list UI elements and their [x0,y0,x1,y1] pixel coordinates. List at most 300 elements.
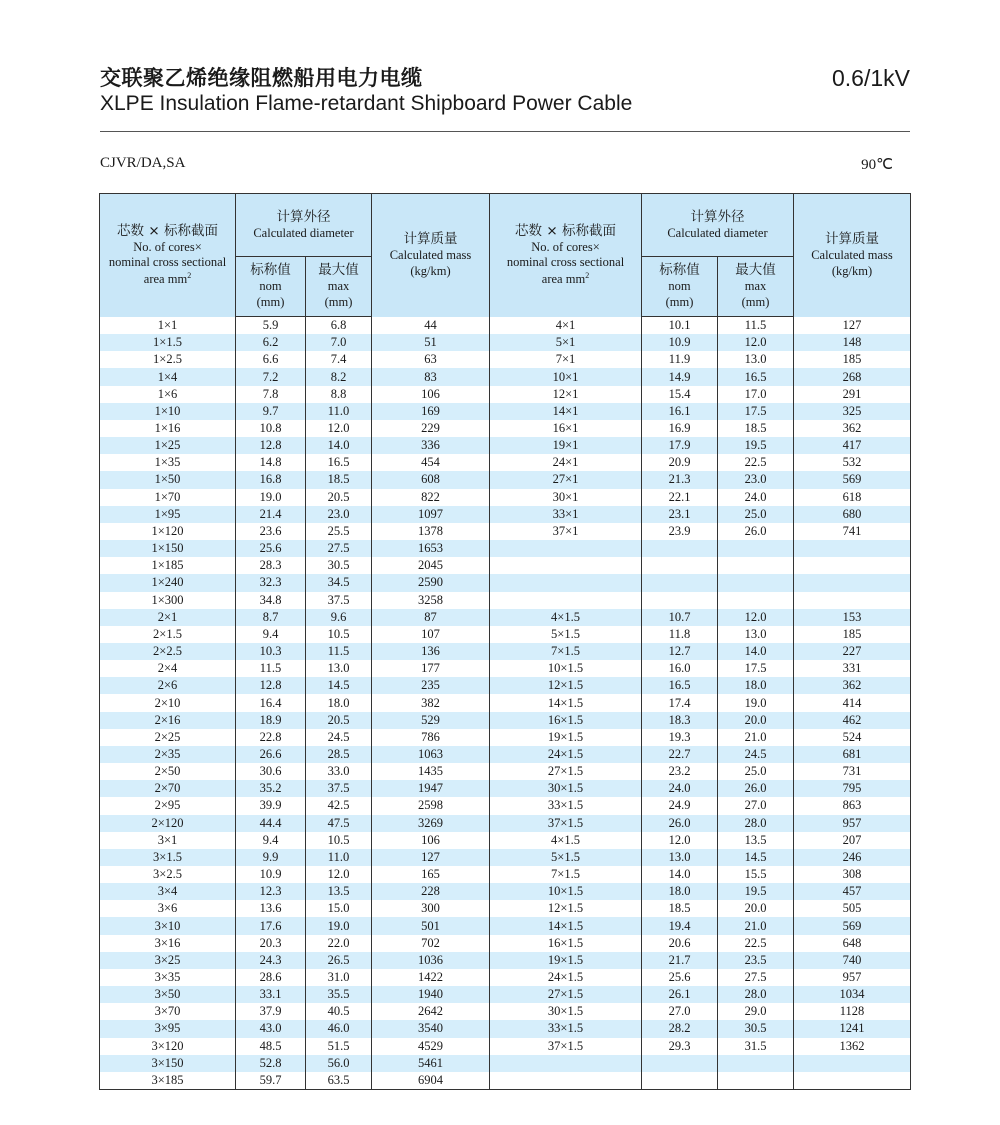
cell-mass-right: 680 [794,506,911,523]
cell-nom-right: 16.0 [642,660,718,677]
cell-cores-right: 4×1.5 [490,832,642,849]
cell-cores-right: 16×1.5 [490,935,642,952]
cell-max-left: 8.2 [306,368,372,385]
cell-mass-right: 457 [794,883,911,900]
cell-cores-right: 24×1 [490,454,642,471]
cell-nom-right: 14.9 [642,368,718,385]
cell-nom-right: 25.6 [642,969,718,986]
cell-mass-right: 185 [794,626,911,643]
cell-cores-right: 7×1.5 [490,866,642,883]
cell-nom-right: 18.3 [642,712,718,729]
cell-nom-right: 21.7 [642,952,718,969]
table-row [100,969,911,986]
cell-nom-left: 16.4 [236,694,306,711]
cell-cores-right [490,540,642,557]
table-row [100,609,911,626]
cell-nom-left: 11.5 [236,660,306,677]
cell-mass-left: 165 [372,866,490,883]
cell-max-right: 25.0 [718,506,794,523]
cell-nom-right: 10.9 [642,334,718,351]
cell-nom-right [642,1055,718,1072]
cell-cores-right: 5×1.5 [490,626,642,643]
cell-nom-left: 25.6 [236,540,306,557]
cell-nom-left: 9.4 [236,832,306,849]
table-row [100,866,911,883]
cell-nom-left: 43.0 [236,1020,306,1037]
cell-nom-right: 19.4 [642,917,718,934]
cell-max-right: 20.0 [718,900,794,917]
cell-mass-right: 414 [794,694,911,711]
cell-cores-left: 1×120 [100,523,236,540]
header-max-cn: 最大值 [735,262,776,279]
cell-mass-right: 648 [794,935,911,952]
header-nom-cn: 标称值 [250,262,291,279]
cell-cores-right [490,592,642,609]
cell-mass-right: 740 [794,952,911,969]
cell-mass-left: 822 [372,489,490,506]
cell-mass-right: 148 [794,334,911,351]
header-nom-left [236,257,306,317]
header-nom-unit: (mm) [665,294,694,309]
cell-mass-left: 229 [372,420,490,437]
cell-nom-left: 8.7 [236,609,306,626]
cell-max-right: 11.5 [718,317,794,335]
table-row [100,403,911,420]
cell-mass-left: 2598 [372,797,490,814]
cell-max-right: 26.0 [718,780,794,797]
cell-nom-left: 10.8 [236,420,306,437]
cell-max-left: 9.6 [306,609,372,626]
header-max-unit: (mm) [324,294,353,309]
cell-cores-left: 3×10 [100,917,236,934]
cell-cores-left: 3×16 [100,935,236,952]
header-mass-unit: (kg/km) [831,263,873,278]
cell-cores-right: 4×1 [490,317,642,335]
cell-mass-right: 462 [794,712,911,729]
cell-nom-left: 30.6 [236,763,306,780]
cell-mass-left: 1435 [372,763,490,780]
table-row [100,986,911,1003]
cell-nom-left: 33.1 [236,986,306,1003]
cell-cores-left: 3×25 [100,952,236,969]
header-diameter-left [236,194,372,257]
cell-mass-right: 207 [794,832,911,849]
header-cores-left [100,194,236,317]
header-cores-en3: area $mm^2$ [541,270,590,287]
cell-cores-left: 2×10 [100,694,236,711]
cell-max-left: 25.5 [306,523,372,540]
table-row [100,797,911,814]
table-row [100,1003,911,1020]
cell-cores-left: 1×1 [100,317,236,335]
header-divider [100,131,910,132]
cell-max-left: 11.0 [306,849,372,866]
cell-max-left: 40.5 [306,1003,372,1020]
cell-cores-left: 1×300 [100,592,236,609]
cell-mass-left: 83 [372,368,490,385]
cell-mass-right: 417 [794,437,911,454]
cell-cores-right: 16×1.5 [490,712,642,729]
cable-model: CJVR/DA,SA [100,155,186,171]
cell-nom-right [642,1072,718,1090]
cell-cores-right: 7×1 [490,351,642,368]
cell-cores-left: 3×6 [100,900,236,917]
cell-max-left: 30.5 [306,557,372,574]
cell-cores-right: 4×1.5 [490,609,642,626]
cell-nom-left: 52.8 [236,1055,306,1072]
cell-cores-right: 24×1.5 [490,746,642,763]
cell-cores-right: 5×1 [490,334,642,351]
cell-max-right: 26.0 [718,523,794,540]
cell-max-left: 7.4 [306,351,372,368]
cell-max-left: 24.5 [306,729,372,746]
cell-cores-right [490,1055,642,1072]
cell-cores-right: 10×1.5 [490,883,642,900]
table-row [100,420,911,437]
header-cores-cn: 芯数 × 标称截面 [117,222,218,239]
cell-nom-right: 16.5 [642,677,718,694]
header-cores-en1: No. of cores× [531,239,600,254]
cell-max-right: 17.5 [718,403,794,420]
cell-nom-right: 24.9 [642,797,718,814]
cell-nom-left: 6.2 [236,334,306,351]
temperature-rating: 90℃ [861,157,893,173]
cell-mass-right: 362 [794,677,911,694]
cell-mass-left: 127 [372,849,490,866]
cell-mass-left: 1063 [372,746,490,763]
cell-max-right: 27.0 [718,797,794,814]
cell-nom-left: 35.2 [236,780,306,797]
cell-max-right: 22.5 [718,454,794,471]
cell-max-right: 25.0 [718,763,794,780]
cell-mass-left: 454 [372,454,490,471]
header-max-cn: 最大值 [318,262,359,279]
cell-mass-right [794,540,911,557]
cell-nom-right: 11.9 [642,351,718,368]
cell-cores-right: 33×1.5 [490,1020,642,1037]
table-row [100,763,911,780]
cell-mass-right: 1241 [794,1020,911,1037]
table-row [100,952,911,969]
cell-cores-right: 5×1.5 [490,849,642,866]
cell-max-right: 23.5 [718,952,794,969]
header-max-en: max [744,279,767,294]
cell-max-right: 23.0 [718,471,794,488]
cell-cores-right [490,1072,642,1090]
table-row [100,592,911,609]
cell-mass-right: 524 [794,729,911,746]
cell-cores-left: 1×70 [100,489,236,506]
cell-mass-left: 107 [372,626,490,643]
cell-max-left: 35.5 [306,986,372,1003]
cell-nom-right: 29.3 [642,1038,718,1055]
cell-cores-left: 1×6 [100,386,236,403]
cell-max-left: 12.0 [306,420,372,437]
header-diameter-cn: 计算外径 [690,208,745,225]
cell-max-right: 29.0 [718,1003,794,1020]
cell-nom-left: 20.3 [236,935,306,952]
cell-cores-left: 1×2.5 [100,351,236,368]
cell-max-right [718,540,794,557]
cell-cores-right: 33×1.5 [490,797,642,814]
cell-max-right: 28.0 [718,986,794,1003]
header-max-right [718,257,794,317]
cell-mass-left: 529 [372,712,490,729]
cell-nom-right: 11.8 [642,626,718,643]
table-row [100,900,911,917]
cell-nom-left: 12.8 [236,437,306,454]
cell-cores-left: 2×4 [100,660,236,677]
table-row [100,1072,911,1090]
cell-cores-left: 2×70 [100,780,236,797]
cell-max-left: 7.0 [306,334,372,351]
cell-cores-right: 24×1.5 [490,969,642,986]
cell-mass-left: 106 [372,386,490,403]
table-row [100,1055,911,1072]
cell-mass-right: 268 [794,368,911,385]
cell-mass-left: 2045 [372,557,490,574]
cell-cores-right: 37×1.5 [490,1038,642,1055]
table-row [100,1038,911,1055]
cell-mass-right [794,574,911,591]
cell-max-left: 15.0 [306,900,372,917]
cell-max-left: 26.5 [306,952,372,969]
cell-cores-right: 14×1 [490,403,642,420]
spec-table [99,193,911,1090]
cell-mass-left: 63 [372,351,490,368]
cell-nom-right: 16.1 [642,403,718,420]
header-cores-cn: 芯数 × 标称截面 [515,222,616,239]
cell-max-left: 27.5 [306,540,372,557]
cell-nom-right: 17.4 [642,694,718,711]
cell-cores-left: 3×50 [100,986,236,1003]
cell-mass-left: 1940 [372,986,490,1003]
cell-mass-left: 87 [372,609,490,626]
page-title-cn: 交联聚乙烯绝缘阻燃船用电力电缆 [100,66,423,90]
cell-nom-right: 10.1 [642,317,718,335]
cell-max-right: 13.5 [718,832,794,849]
cell-mass-left: 300 [372,900,490,917]
cell-max-right: 19.5 [718,883,794,900]
cell-nom-right: 18.5 [642,900,718,917]
cell-cores-right [490,574,642,591]
cell-cores-left: 3×2.5 [100,866,236,883]
cell-mass-right: 569 [794,917,911,934]
cell-nom-left: 5.9 [236,317,306,335]
header-mass-en: Calculated mass [389,248,472,263]
cell-nom-right: 26.0 [642,815,718,832]
table-header [100,194,911,317]
cell-nom-right: 21.3 [642,471,718,488]
cell-cores-right: 30×1.5 [490,1003,642,1020]
table-row [100,832,911,849]
cell-max-left: 51.5 [306,1038,372,1055]
cell-mass-right: 795 [794,780,911,797]
cell-max-left: 20.5 [306,489,372,506]
table-row [100,437,911,454]
cell-cores-right: 19×1.5 [490,952,642,969]
cell-nom-right: 10.7 [642,609,718,626]
cell-cores-left: 3×120 [100,1038,236,1055]
cell-cores-right: 27×1 [490,471,642,488]
header-diameter-right [642,194,794,257]
header-cores-right [490,194,642,317]
cell-cores-left: 1×185 [100,557,236,574]
cell-nom-left: 19.0 [236,489,306,506]
cell-mass-left: 336 [372,437,490,454]
cell-cores-left: 2×35 [100,746,236,763]
cell-nom-right: 16.9 [642,420,718,437]
cell-cores-left: 1×25 [100,437,236,454]
cell-max-right [718,574,794,591]
cell-nom-right: 14.0 [642,866,718,883]
cell-nom-right [642,592,718,609]
cell-max-left: 56.0 [306,1055,372,1072]
cell-mass-left: 44 [372,317,490,335]
header-nom-en: nom [668,279,691,294]
cell-mass-right: 957 [794,969,911,986]
header-nom-unit: (mm) [256,294,285,309]
cell-max-left: 23.0 [306,506,372,523]
header-mass-cn: 计算质量 [825,231,879,248]
cell-mass-right: 618 [794,489,911,506]
cell-nom-right: 20.9 [642,454,718,471]
cell-nom-left: 48.5 [236,1038,306,1055]
cell-max-right: 17.5 [718,660,794,677]
cell-cores-left: 2×2.5 [100,643,236,660]
page-title-en: XLPE Insulation Flame-retardant Shipboard Power Cable [100,92,633,115]
cell-mass-right: 1128 [794,1003,911,1020]
header-cores-en3: area $mm^2$ [143,270,192,287]
table-row [100,626,911,643]
header-mass-unit: (kg/km) [410,263,451,278]
table-row [100,368,911,385]
cell-cores-left: 2×16 [100,712,236,729]
cell-cores-right: 30×1.5 [490,780,642,797]
table-row [100,849,911,866]
cell-cores-right: 30×1 [490,489,642,506]
table-row [100,454,911,471]
cell-mass-right: 246 [794,849,911,866]
table-row [100,506,911,523]
cell-mass-right [794,1072,911,1090]
header-cores-en1: No. of cores× [133,239,202,254]
cell-nom-left: 32.3 [236,574,306,591]
cell-cores-left: 3×95 [100,1020,236,1037]
cell-nom-left: 34.8 [236,592,306,609]
cell-max-left: 47.5 [306,815,372,832]
cell-nom-left: 59.7 [236,1072,306,1090]
cell-mass-right: 1034 [794,986,911,1003]
cell-nom-left: 18.9 [236,712,306,729]
cell-mass-left: 136 [372,643,490,660]
cell-nom-left: 24.3 [236,952,306,969]
cell-max-left: 10.5 [306,626,372,643]
cell-max-right: 16.5 [718,368,794,385]
voltage-rating: 0.6/1kV [832,65,910,91]
cell-max-left: 46.0 [306,1020,372,1037]
cell-mass-right: 325 [794,403,911,420]
cell-max-right: 21.0 [718,729,794,746]
cell-cores-left: 3×185 [100,1072,236,1090]
header-nom-en: nom [259,279,282,294]
table-row [100,471,911,488]
cell-mass-left: 6904 [372,1072,490,1090]
cell-nom-right: 18.0 [642,883,718,900]
table-row [100,729,911,746]
cell-nom-left: 14.8 [236,454,306,471]
cell-nom-right: 23.1 [642,506,718,523]
cell-cores-left: 3×70 [100,1003,236,1020]
cell-nom-left: 28.3 [236,557,306,574]
cell-cores-right: 27×1.5 [490,986,642,1003]
header-diameter-en: Calculated diameter [667,225,768,240]
cell-cores-right: 16×1 [490,420,642,437]
cell-mass-left: 235 [372,677,490,694]
cell-nom-right: 22.7 [642,746,718,763]
cell-max-left: 14.0 [306,437,372,454]
cell-max-left: 8.8 [306,386,372,403]
table-row [100,694,911,711]
cell-nom-right: 26.1 [642,986,718,1003]
cell-max-right: 31.5 [718,1038,794,1055]
cell-cores-right [490,557,642,574]
header-cores-en2: nominal cross sectional [506,255,625,270]
cell-max-left: 33.0 [306,763,372,780]
cell-mass-right: 227 [794,643,911,660]
cell-cores-left: 3×1 [100,832,236,849]
table-row [100,489,911,506]
cell-mass-right: 1362 [794,1038,911,1055]
table-row [100,557,911,574]
table-row [100,746,911,763]
cell-mass-left: 501 [372,917,490,934]
cell-nom-left: 9.4 [236,626,306,643]
table-row [100,540,911,557]
cell-mass-left: 3269 [372,815,490,832]
cell-cores-left: 2×1.5 [100,626,236,643]
cell-max-left: 18.0 [306,694,372,711]
cell-cores-left: 1×150 [100,540,236,557]
cell-cores-left: 1×1.5 [100,334,236,351]
header-nom-cn: 标称值 [659,262,700,279]
cell-mass-right: 127 [794,317,911,335]
cell-max-left: 37.5 [306,592,372,609]
cell-nom-left: 12.3 [236,883,306,900]
cell-mass-right: 362 [794,420,911,437]
cell-nom-right: 23.9 [642,523,718,540]
header-max-unit: (mm) [741,294,770,309]
cell-max-right: 13.0 [718,351,794,368]
header-mass-en: Calculated mass [811,248,893,263]
cell-mass-right: 505 [794,900,911,917]
cell-nom-right: 23.2 [642,763,718,780]
table-row [100,712,911,729]
cell-max-right: 18.0 [718,677,794,694]
cell-cores-left: 1×16 [100,420,236,437]
cell-max-right [718,1072,794,1090]
cell-nom-right: 12.0 [642,832,718,849]
cell-mass-left: 1653 [372,540,490,557]
cell-cores-left: 2×120 [100,815,236,832]
cell-mass-left: 1947 [372,780,490,797]
table-row [100,815,911,832]
cell-nom-left: 10.3 [236,643,306,660]
cell-max-right: 24.5 [718,746,794,763]
cell-max-right: 30.5 [718,1020,794,1037]
cell-mass-left: 382 [372,694,490,711]
cell-max-left: 6.8 [306,317,372,335]
